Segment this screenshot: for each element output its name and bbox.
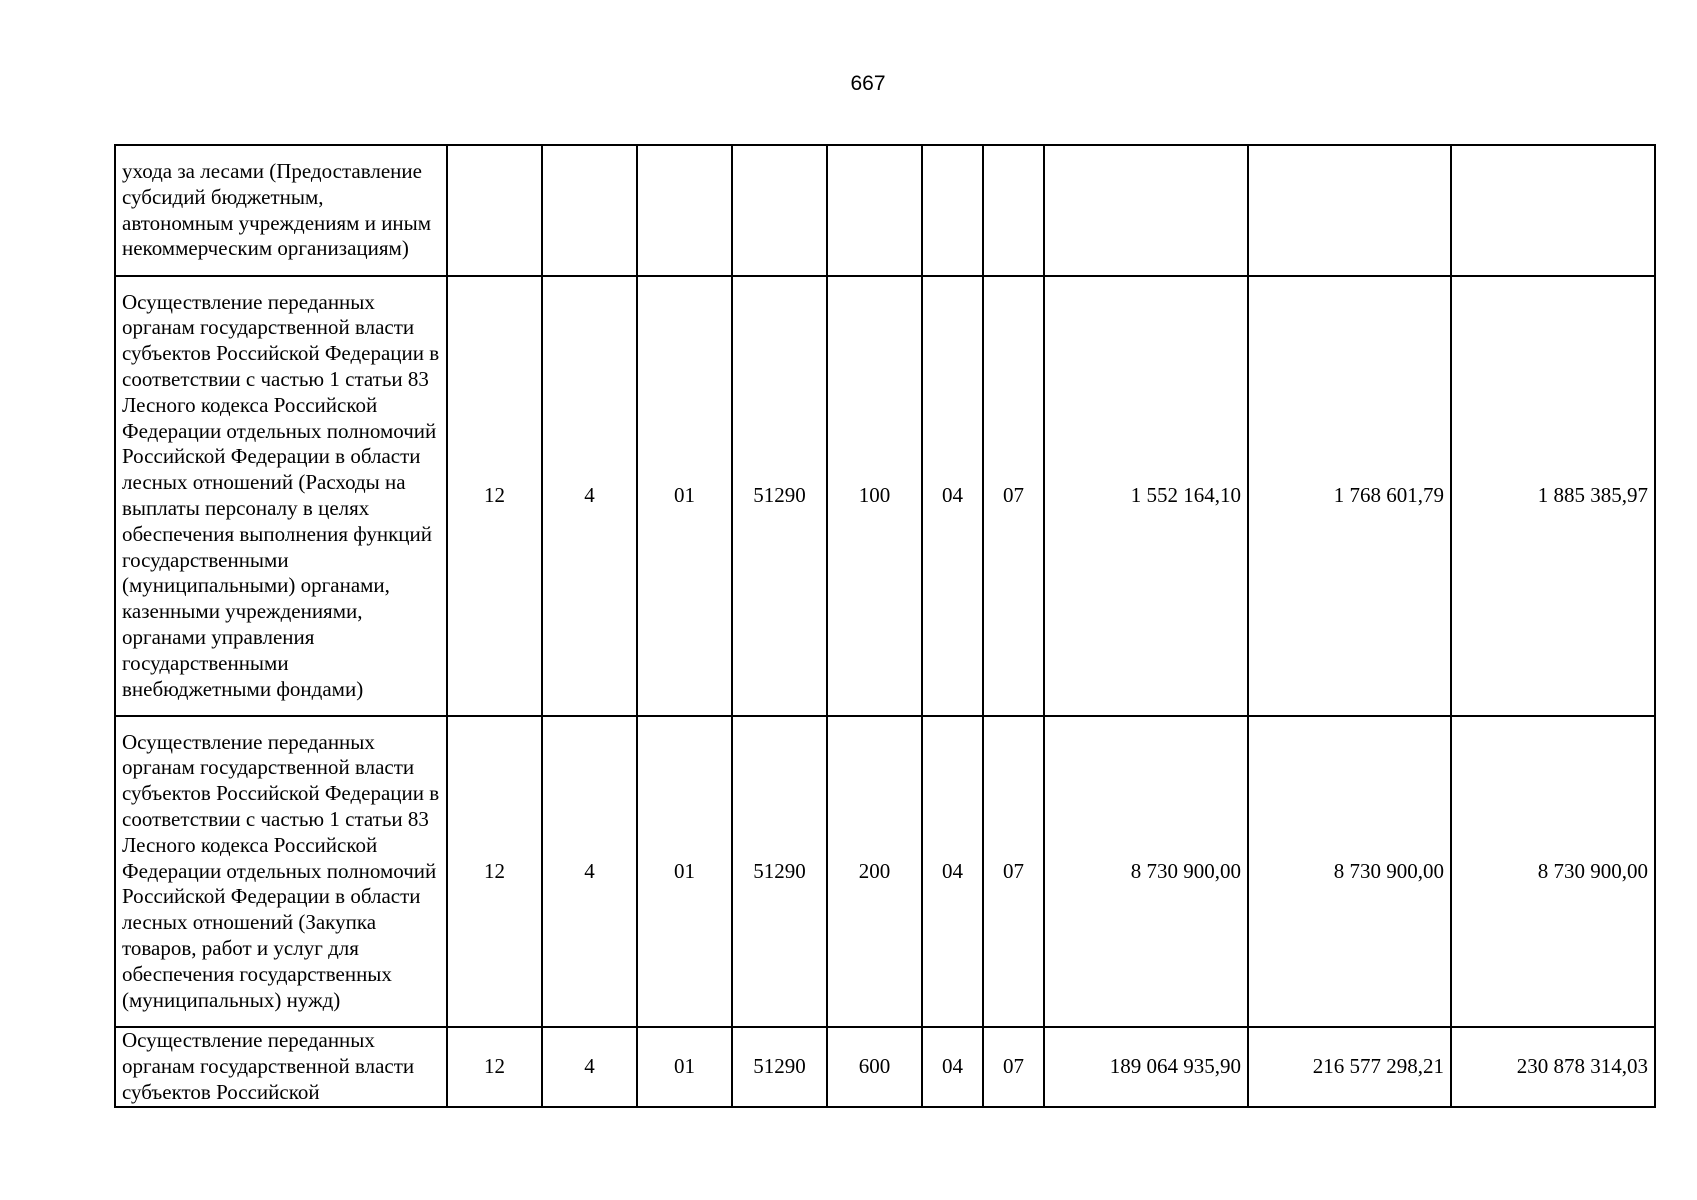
amount-cell: 216 577 298,21	[1248, 1027, 1451, 1107]
amount-cell	[1451, 145, 1655, 276]
code-cell: 51290	[732, 1027, 827, 1107]
code-cell: 04	[922, 1027, 983, 1107]
row-description: Осуществление переданных органам государственной власти субъектов Российской Федерации в соответствии с частью 1 статьи 83 Лесного кодекса Российской Федерации отдельных полномочий Российской Федерации в области лесных отношений (Расходы на выплаты персоналу в целях обеспечения выполнения функций государственными (муниципальными) органами, казенными учреждениями, органами управления государственными внебюджетными фондами)	[115, 276, 447, 716]
code-cell	[983, 145, 1044, 276]
amount-cell: 189 064 935,90	[1044, 1027, 1248, 1107]
code-cell	[922, 145, 983, 276]
amount-cell: 8 730 900,00	[1451, 716, 1655, 1027]
table-row	[115, 276, 1655, 716]
code-cell: 01	[637, 276, 732, 716]
table-row	[115, 145, 1655, 276]
budget-table	[114, 144, 1656, 1108]
row-description: ухода за лесами (Предоставление субсидий бюджетным, автономным учреждениям и иным некоммерческим организациям)	[115, 145, 447, 276]
amount-cell: 1 552 164,10	[1044, 276, 1248, 716]
code-cell: 04	[922, 276, 983, 716]
code-cell: 01	[637, 1027, 732, 1107]
amount-cell: 8 730 900,00	[1248, 716, 1451, 1027]
code-cell: 04	[922, 716, 983, 1027]
amount-cell	[1044, 145, 1248, 276]
code-cell	[637, 145, 732, 276]
code-cell: 600	[827, 1027, 922, 1107]
row-description: Осуществление переданных органам государственной власти субъектов Российской Федерации в соответствии с частью 1 статьи 83 Лесного кодекса Российской Федерации отдельных полномочий Российской Федерации в области лесных отношений (Закупка товаров, работ и услуг для обеспечения государственных (муниципальных) нужд)	[115, 716, 447, 1027]
code-cell: 4	[542, 276, 637, 716]
code-cell	[827, 145, 922, 276]
amount-cell	[1248, 145, 1451, 276]
amount-cell: 230 878 314,03	[1451, 1027, 1655, 1107]
code-cell: 4	[542, 1027, 637, 1107]
code-cell	[732, 145, 827, 276]
code-cell: 01	[637, 716, 732, 1027]
code-cell: 100	[827, 276, 922, 716]
code-cell: 07	[983, 1027, 1044, 1107]
amount-cell: 8 730 900,00	[1044, 716, 1248, 1027]
row-description: Осуществление переданных органам государственной власти субъектов Российской	[115, 1027, 447, 1107]
code-cell: 12	[447, 276, 542, 716]
table-row	[115, 1027, 1655, 1107]
amount-cell: 1 885 385,97	[1451, 276, 1655, 716]
code-cell: 12	[447, 716, 542, 1027]
page-number: 667	[850, 72, 886, 95]
code-cell: 4	[542, 716, 637, 1027]
code-cell: 51290	[732, 716, 827, 1027]
amount-cell: 1 768 601,79	[1248, 276, 1451, 716]
table-row	[115, 716, 1655, 1027]
code-cell	[542, 145, 637, 276]
code-cell: 51290	[732, 276, 827, 716]
code-cell: 200	[827, 716, 922, 1027]
code-cell: 07	[983, 716, 1044, 1027]
code-cell	[447, 145, 542, 276]
code-cell: 12	[447, 1027, 542, 1107]
code-cell: 07	[983, 276, 1044, 716]
